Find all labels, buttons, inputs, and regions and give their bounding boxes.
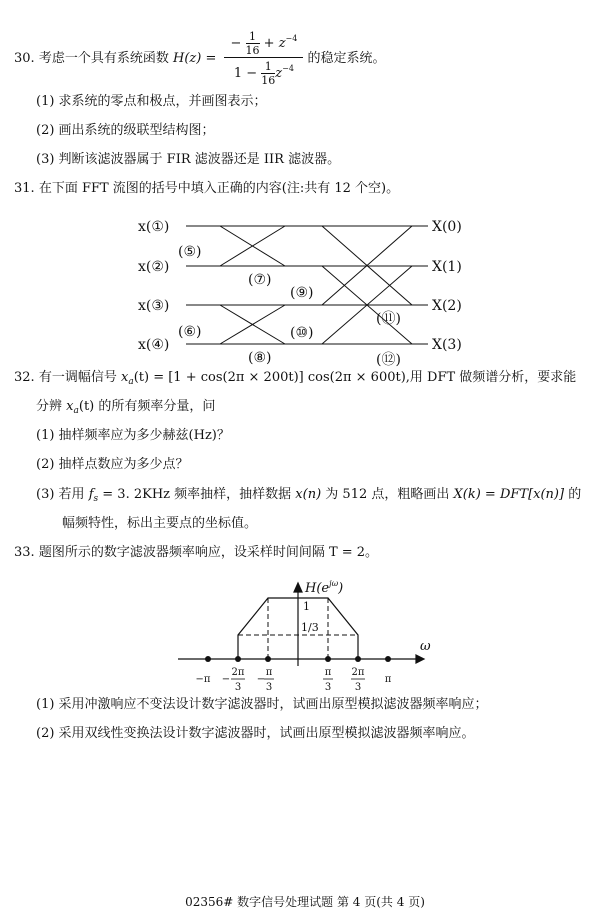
tick-neg-pi: −π [195,674,211,685]
plot-y-arrow [294,583,302,592]
plot-xlabel: ω [420,639,431,654]
plot-point-neg-pi3 [265,656,271,662]
plot-point-pi3 [325,656,331,662]
plot-ylabel: $H(e^{j\omega})$ [305,579,344,596]
fft-blank-5: (⑤) [178,244,202,260]
tick-pi3-num: π [324,667,332,678]
q32-sub2: (2) 抽样点数应为多少点？ [36,457,189,472]
q32-sub1: (1) 抽样频率应为多少赫兹(Hz)？ [36,428,230,443]
fft-blank-8: (⑧) [248,350,272,366]
q31-number: 31. [14,181,35,196]
plot-point-pi [385,656,391,662]
fft-input-0: x(①) [138,219,170,235]
q32-formula: (t) = [1 + cos(2π × 200t)] cos(2π × 600t) [133,370,406,385]
fft-input-1: x(②) [138,259,170,275]
fft-blank-10: (⑩) [290,325,314,341]
q32-question: 32. 有一调幅信号 $x_a(t) = [1 + \cos(2\pi \times 200t)] \cos(2\pi \times 600t)$,用 DFT 做频谱分析，要求能 [14,370,577,387]
plot-point-neg-2pi3 [235,656,241,662]
tick-2pi3-num: 2π [351,667,365,678]
tick-neg-pi3-num: π [265,667,273,678]
q30-sub3: (3) 判断该滤波器属于 FIR 滤波器还是 IIR 滤波器。 [36,152,341,167]
fft-input-3: x(④) [138,337,170,353]
tick-neg-2pi3-den: 3 [234,682,242,693]
q32-number: 32. [14,370,35,385]
fft-blank-9: (⑨) [290,285,314,301]
q30-sub1: (1) 求系统的零点和极点，并画图表示； [36,94,267,109]
q32-sub3-line2: 幅频特性，标出主要点的坐标值。 [62,516,258,531]
fft-blank-7: (⑦) [248,272,272,288]
plot-point-neg-pi [205,656,211,662]
page-footer: 02356# 数字信号处理试题 第 4 页(共 4 页) [185,895,425,909]
q31-text: 在下面 FFT 流图的括号中填入正确的内容(注:共有 12 个空)。 [38,181,400,196]
q32-xa: x [120,370,129,385]
fft-output-1: X(1) [432,259,462,275]
q30-hz: H(z) = [172,51,217,66]
q30-text-before: 考虑一个具有系统函数 [38,51,169,66]
tick-pi: π [384,674,392,685]
fft-output-0: X(0) [432,219,462,235]
q30-sub2: (2) 画出系统的级联型结构图； [36,123,215,138]
fft-blank-11: (⑪) [376,311,401,327]
q30-text-after: 的稳定系统。 [307,51,386,66]
tick-2pi3-den: 3 [354,682,362,693]
q30-den-frac: $\frac{1}{16}$ [261,60,276,87]
tick-neg-pi3-sign: − [256,674,266,685]
q32-line2: 分辨 $x_a(t)$ 的所有频率分量，问 [36,399,216,416]
fft-blank-6: (⑥) [178,324,202,340]
plot-x-arrow [416,655,424,663]
plot-level-1: 1 [303,600,310,613]
q30-numerator: − $\frac{1}{16}$ + $z^{-4}$ [224,30,303,58]
fft-output-3: X(3) [432,337,462,353]
tick-neg-2pi3-sign: − [221,674,231,685]
tick-neg-2pi3-num: 2π [231,667,245,678]
fft-blank-12: (⑫) [376,352,401,368]
q32-sub3: (3) 若用 $f_s = 3$. 2KHz 频率抽样，抽样数据 x(n) 为 512 点，粗略画出 X(k) = DFT[x(n)] 的 [36,487,582,504]
tick-neg-pi3-den: 3 [265,682,273,693]
q33-sub2: (2) 采用双线性变换法设计数字滤波器时，试画出原型模拟滤波器频率响应。 [36,726,475,741]
q33-number: 33. [14,545,35,560]
q33-question: 33. 题图所示的数字滤波器频率响应，设采样时间间隔 T = 2。 [14,545,379,560]
q33-sub1: (1) 采用冲激响应不变法设计数字滤波器时，试画出原型模拟滤波器频率响应； [36,697,488,712]
fft-output-2: X(2) [432,298,462,314]
fft-input-2: x(③) [138,298,170,314]
plot-level-13: 1/3 [301,621,319,634]
q30-num-frac: $\frac{1}{16}$ [245,30,260,57]
q30-number: 30. [14,51,35,66]
q30-denominator: 1 − $\frac{1}{16}$ $z^{-4}$ [233,60,294,87]
tick-pi3-den: 3 [324,682,332,693]
plot-point-2pi3 [355,656,361,662]
